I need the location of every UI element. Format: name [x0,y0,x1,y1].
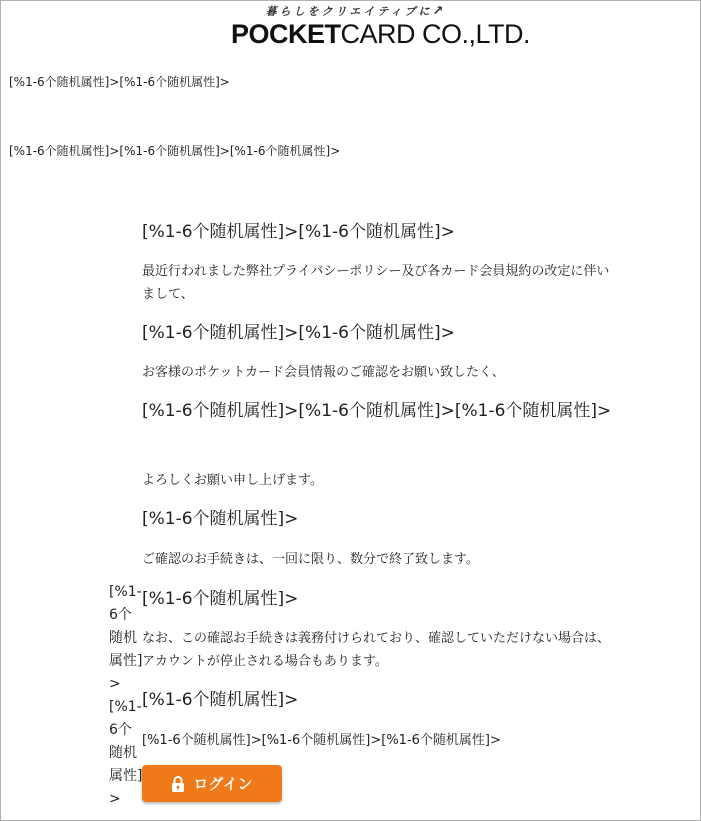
pocketcard-logo [231,4,531,53]
heading-1-text: [%1-6个随机属性]>[%1-6个随机属性]> [142,222,455,242]
side-text-1: [%1-6个随机属性]> [109,584,143,692]
heading-6-text: [%1-6个随机属性]> [142,690,299,710]
heading-4 [142,507,612,532]
login-button-label: ログイン [193,775,253,793]
login-button[interactable] [142,765,282,802]
heading-6 [142,688,612,713]
paragraph-2 [142,361,612,384]
paragraph-4-text: ご確認のお手続きは、一回に限り、数分で終了致します。 [142,552,479,567]
paragraph-6 [142,729,612,752]
heading-2 [142,321,612,346]
logo-tagline [231,5,481,19]
paragraph-2-text: お客様のポケットカード会員情報のご確認をお願い致したく、 [142,365,505,380]
heading-5 [142,587,612,612]
heading-2-text: [%1-6个随机属性]>[%1-6个随机属性]> [142,323,455,343]
paragraph-3 [142,469,612,492]
lock-icon [171,776,185,792]
tagline-text: 暮らしをクリエイティブに [265,5,433,18]
heading-4-text: [%1-6个随机属性]> [142,509,299,529]
paragraph-3-text: よろしくお願い申し上げます。 [142,473,323,488]
heading-5-text: [%1-6个随机属性]> [142,589,299,609]
top-line-1: [%1-6个随机属性]>[%1-6个随机属性]> [9,75,230,89]
brand-pocket: POCKET [231,19,341,49]
side-text-2: [%1-6个随机属性]> [109,699,143,807]
brand-rest: CARD CO.,LTD. [340,19,531,49]
top-line-2: [%1-6个随机属性]>[%1-6个随机属性]>[%1-6个随机属性]> [9,144,341,158]
heading-3-text: [%1-6个随机属性]>[%1-6个随机属性]>[%1-6个随机属性]> [142,401,612,421]
paragraph-1-text: 最近行われました弊社プライバシーポリシー及び各カード会員規約の改定に伴いまして、 [142,264,610,302]
paragraph-5-text: なお、この確認お手続きは義務付けられており、確認していただけない場合は、アカウントが停止される場合もあります。 [142,631,611,669]
arrow-up-right-icon: ↗ [432,4,447,19]
paragraph-1 [142,260,612,306]
paragraph-6-text: [%1-6个随机属性]>[%1-6个随机属性]>[%1-6个随机属性]> [142,733,501,748]
heading-3 [142,399,612,424]
paragraph-4 [142,548,612,571]
logo-brand [231,19,531,49]
paragraph-5 [142,627,612,673]
heading-1 [142,220,612,245]
